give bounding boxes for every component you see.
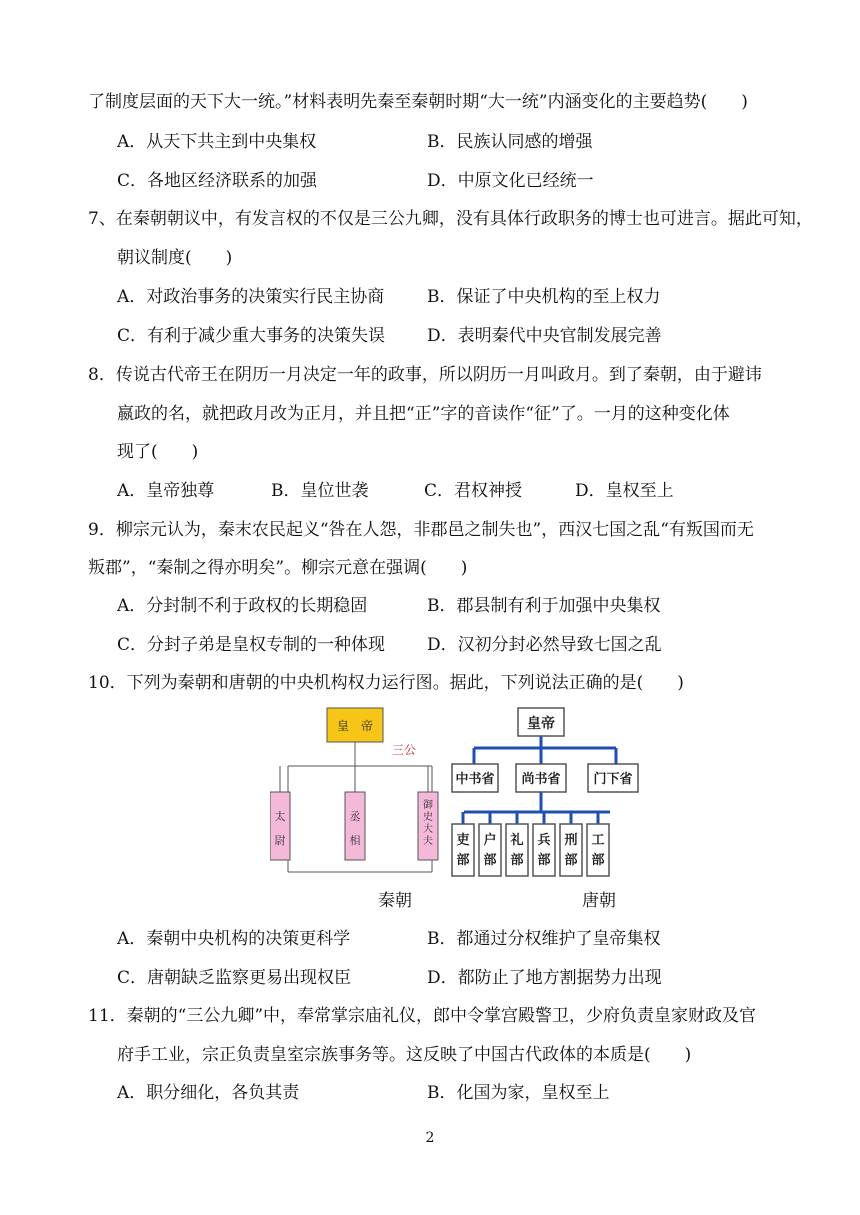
q6-stem: 了制度层面的天下大一统。”材料表明先秦至秦朝时期“大一统”内涵变化的主要趋势( ) <box>88 92 748 112</box>
tang-sheng-menxia-label: 门下省 <box>593 772 633 787</box>
qin-sangong-label: 三公 <box>392 743 417 757</box>
tang-sheng-shangshu-label: 尚书省 <box>521 772 561 787</box>
q8-option-b[interactable]: B．皇位世袭 <box>271 481 369 501</box>
tang-bu-label: 礼部 <box>510 833 524 868</box>
q6-option-c[interactable]: C．各地区经济联系的加强 <box>117 171 318 191</box>
tang-bu-box <box>587 824 609 876</box>
q8-stem-line3: 现了( ) <box>117 442 199 462</box>
qin-box-chengxiang <box>345 792 365 860</box>
q11-option-a[interactable]: A．职分细化，各负其责 <box>117 1083 300 1103</box>
q8-option-c[interactable]: C．君权神授 <box>424 481 523 501</box>
q10-option-a[interactable]: A．秦朝中央机构的决策更科学 <box>117 929 351 949</box>
qin-box-chengxiang-label: 丞相 <box>349 810 361 847</box>
q8-stem-line1: 8．传说古代帝王在阴历一月决定一年的政事，所以阴历一月叫政月。到了秦朝，由于避讳 <box>88 365 762 385</box>
tang-sheng-zhongshu-label: 中书省 <box>455 772 495 787</box>
q9-option-d[interactable]: D．汉初分封必然导致七国之乱 <box>427 635 662 655</box>
q11-option-b[interactable]: B．化国为家，皇权至上 <box>427 1083 610 1103</box>
q9-stem-line1: 9．柳宗元认为，秦末农民起义“咎在人怨，非郡邑之制失也”，西汉七国之乱“有叛国而无 <box>88 520 754 540</box>
q7-option-a[interactable]: A．对政治事务的决策实行民主协商 <box>117 287 385 307</box>
tang-bu-box <box>452 824 474 876</box>
q11-stem-line1: 11．秦朝的“三公九卿”中，奉常掌宗庙礼仪，郎中令掌宫殿警卫，少府负责皇家财政及官 <box>88 1006 757 1026</box>
q6-option-d[interactable]: D．中原文化已经统一 <box>427 171 594 191</box>
q8-option-d[interactable]: D．皇权至上 <box>575 481 674 501</box>
q10-option-d[interactable]: D．都防止了地方割据势力出现 <box>427 968 662 988</box>
q11-stem-line2: 府手工业，宗正负责皇室宗族事务等。这反映了中国古代政体的本质是( ) <box>117 1045 692 1065</box>
page-number: 2 <box>425 1130 435 1146</box>
tang-bu-box <box>533 824 555 876</box>
qin-diagram <box>270 700 450 880</box>
tang-bu-label: 刑部 <box>564 833 578 868</box>
q7-option-d[interactable]: D．表明秦代中央官制发展完善 <box>427 326 662 346</box>
qin-box-yushi-label: 御史大夫 <box>423 800 433 847</box>
tang-top-label: 皇帝 <box>527 716 555 732</box>
q6-option-a[interactable]: A．从天下共主到中央集权 <box>117 132 317 152</box>
tang-caption: 唐朝 <box>582 891 616 911</box>
qin-caption: 秦朝 <box>378 891 412 911</box>
tang-bu-label: 兵部 <box>537 833 551 868</box>
q8-stem-line2: 嬴政的名，就把政月改为正月，并且把“正”字的音读作“征”了。一月的这种变化体 <box>117 404 730 424</box>
tang-bu-box <box>479 824 501 876</box>
q9-option-b[interactable]: B．郡县制有利于加强中央集权 <box>427 596 661 616</box>
q9-stem-line2: 叛郡”，“秦制之得亦明矣”。柳宗元意在强调( ) <box>88 558 468 578</box>
q10-option-c[interactable]: C．唐朝缺乏监察更易出现权臣 <box>117 968 352 988</box>
q7-stem-line1: 7、在秦朝朝议中，有发言权的不仅是三公九卿，没有具体行政职务的博士也可进言。据此可知， <box>88 209 813 229</box>
tang-bu-label: 户部 <box>483 833 497 868</box>
q10-stem: 10．下列为秦朝和唐朝的中央机构权力运行图。据此，下列说法正确的是( ) <box>88 673 684 693</box>
tang-bu-box <box>560 824 582 876</box>
q7-option-b[interactable]: B．保证了中央机构的至上权力 <box>427 287 661 307</box>
tang-bu-label: 吏部 <box>456 833 470 868</box>
tang-bu-group <box>452 812 609 876</box>
qin-box-taiwei <box>270 792 290 860</box>
q7-stem-line2: 朝议制度( ) <box>117 248 233 268</box>
tang-bu-box <box>506 824 528 876</box>
q6-option-b[interactable]: B．民族认同感的增强 <box>427 132 593 152</box>
tang-diagram <box>440 700 660 882</box>
q9-option-c[interactable]: C．分封子弟是皇权专制的一种体现 <box>117 635 386 655</box>
q7-option-c[interactable]: C．有利于减少重大事务的决策失误 <box>117 326 386 346</box>
q9-option-a[interactable]: A．分封制不利于政权的长期稳固 <box>117 596 368 616</box>
q8-option-a[interactable]: A．皇帝独尊 <box>117 481 215 501</box>
qin-top-label: 皇 帝 <box>336 719 374 733</box>
q10-option-b[interactable]: B．都通过分权维护了皇帝集权 <box>427 929 661 949</box>
qin-box-taiwei-label: 太尉 <box>274 810 286 847</box>
tang-bu-label: 工部 <box>591 833 605 868</box>
